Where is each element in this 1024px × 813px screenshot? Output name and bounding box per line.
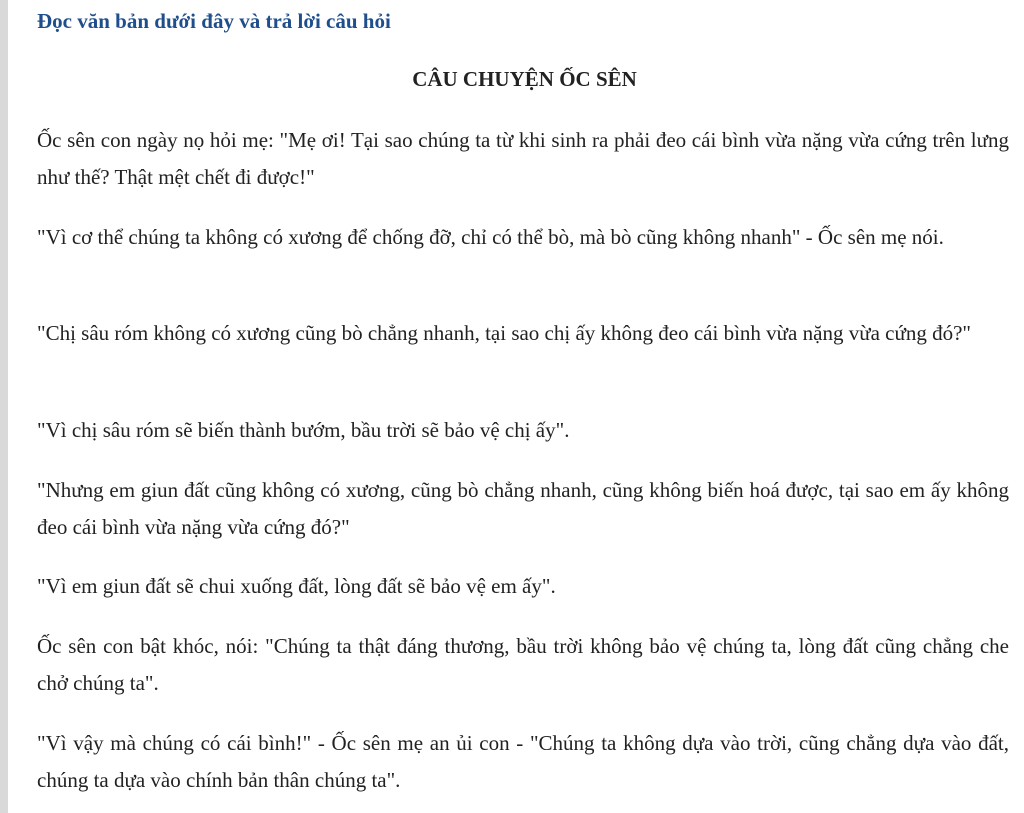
paragraph-7: Ốc sên con bật khóc, nói: "Chúng ta thật đáng thương, bầu trời không bảo vệ chúng ta, lòng đất cũng chẳng che chở chúng ta". — [37, 634, 1009, 695]
paragraph-5: "Nhưng em giun đất cũng không có xương, cũng bò chẳng nhanh, cũng không biến hoá được, tại sao em ấy không đeo cái bình vừa nặng vừa cứng đó?" — [37, 478, 1009, 539]
document — [37, 0, 1012, 813]
paragraph-2: "Vì cơ thể chúng ta không có xương để chống đỡ, chỉ có thể bò, mà bò cũng không nhanh" - Ốc sên mẹ nói. — [37, 225, 944, 249]
paragraph-4: "Vì chị sâu róm sẽ biến thành bướm, bầu trời sẽ bảo vệ chị ấy". — [37, 418, 570, 442]
story-title: CÂU CHUYỆN ỐC SÊN — [412, 67, 637, 91]
paragraph-6: "Vì em giun đất sẽ chui xuống đất, lòng đất sẽ bảo vệ em ấy". — [37, 574, 556, 598]
paragraph-8: "Vì vậy mà chúng có cái bình!" - Ốc sên mẹ an ủi con - "Chúng ta không dựa vào trời, cũng chẳng dựa vào đất, chúng ta dựa vào chính bản thân chúng ta". — [37, 731, 1009, 792]
paragraph-1: Ốc sên con ngày nọ hỏi mẹ: "Mẹ ơi! Tại sao chúng ta từ khi sinh ra phải đeo cái bình vừa nặng vừa cứng trên lưng như thế? Thật mệt chết đi được!" — [37, 128, 1009, 189]
paragraph-3: "Chị sâu róm không có xương cũng bò chẳng nhanh, tại sao chị ấy không đeo cái bình vừa nặng vừa cứng đó?" — [37, 321, 971, 345]
left-border — [0, 0, 8, 813]
instruction-heading: Đọc văn bản dưới đây và trả lời câu hỏi — [37, 9, 391, 33]
